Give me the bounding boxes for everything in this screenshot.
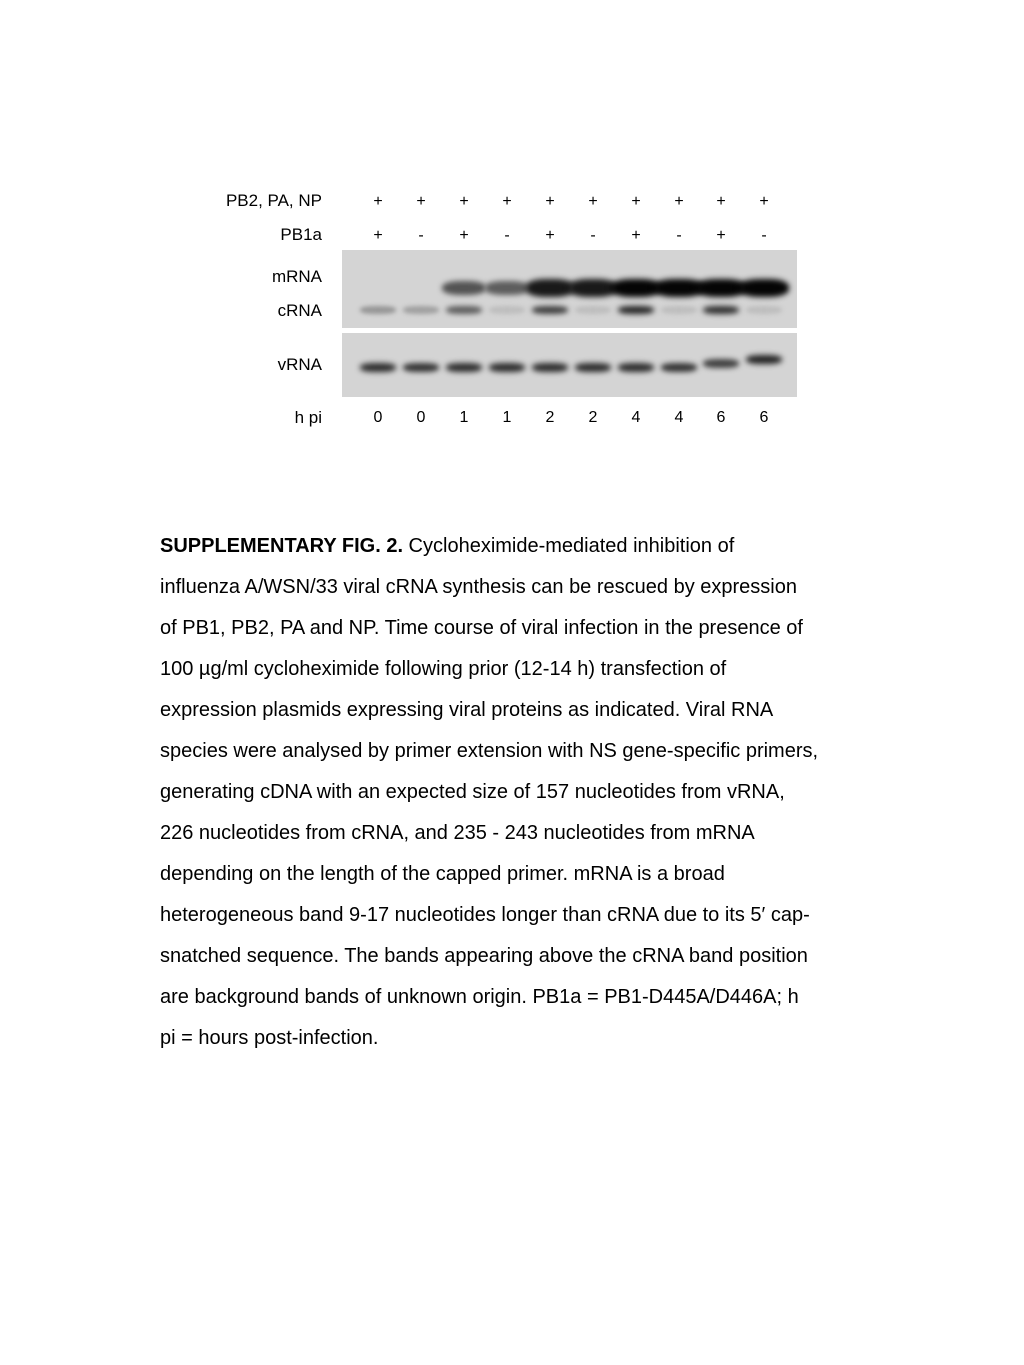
figure-caption [160, 526, 920, 1059]
row-label-hpi: h pi [294, 408, 322, 427]
mrna-band [442, 281, 486, 296]
caption-line: 226 nucleotides from cRNA, and 235 - 243 nucleotides from mRNA [160, 822, 755, 844]
gel-figure [0, 0, 1024, 460]
pb2-pa-np-mark: + [502, 193, 512, 210]
vrna-band [618, 363, 654, 372]
caption-line: are background bands of unknown origin. PB1a = PB1-D445A/D446A; h [160, 986, 799, 1008]
hpi-mark: 0 [416, 409, 426, 426]
caption-line: heterogeneous band 9-17 nucleotides longer than cRNA due to its 5′ cap- [160, 904, 810, 926]
caption-line: 100 µg/ml cycloheximide following prior (12-14 h) transfection of [160, 658, 727, 680]
hpi-mark: 1 [459, 409, 469, 426]
crna-band [618, 306, 654, 314]
caption-line: of PB1, PB2, PA and NP. Time course of viral infection in the presence of [160, 617, 803, 639]
crna-band [575, 306, 611, 314]
pb1a-mark: - [418, 227, 424, 244]
caption-line: pi = hours post-infection. [160, 1027, 379, 1049]
vrna-band [446, 363, 482, 372]
pb2-pa-np-mark: + [759, 193, 769, 210]
pb2-pa-np-mark: + [674, 193, 684, 210]
crna-band [489, 306, 525, 314]
pb1a-mark: + [545, 227, 555, 244]
caption-line: generating cDNA with an expected size of 157 nucleotides from vRNA, [160, 781, 785, 803]
hpi-mark: 2 [545, 409, 555, 426]
caption-line [160, 526, 920, 567]
pb2-pa-np-mark: + [416, 193, 426, 210]
crna-band [446, 306, 482, 314]
mrna-band [485, 281, 529, 295]
vrna-band [403, 363, 439, 372]
caption-line: depending on the length of the capped primer. mRNA is a broad [160, 863, 725, 885]
pb1a-mark: - [676, 227, 682, 244]
mrna-band [739, 279, 789, 297]
hpi-mark: 4 [631, 409, 641, 426]
gel-panel-mrna-crna [342, 250, 797, 328]
pb2-pa-np-mark: + [545, 193, 555, 210]
crna-band [360, 306, 396, 314]
crna-band [403, 306, 439, 314]
caption-text: Cycloheximide-mediated inhibition of [403, 535, 735, 557]
caption-line: expression plasmids expressing viral proteins as indicated. Viral RNA [160, 699, 774, 721]
row-label-vrna: vRNA [277, 355, 322, 374]
pb2-pa-np-mark: + [588, 193, 598, 210]
vrna-band [746, 355, 782, 364]
pb1a-mark: + [373, 227, 383, 244]
pb2-pa-np-mark: + [373, 193, 383, 210]
caption-line: species were analysed by primer extension with NS gene-specific primers, [160, 740, 819, 762]
row-label-crna: cRNA [277, 301, 322, 320]
vrna-band [532, 363, 568, 372]
pb1a-mark: + [716, 227, 726, 244]
crna-band [703, 306, 739, 314]
gel-panel-vrna [342, 333, 797, 397]
hpi-mark: 0 [373, 409, 383, 426]
vrna-band [661, 363, 697, 372]
pb1a-mark: - [590, 227, 596, 244]
vrna-band [703, 359, 739, 368]
pb1a-mark: - [761, 227, 767, 244]
crna-band [661, 306, 697, 314]
mrna-band [526, 279, 575, 296]
vrna-band [575, 363, 611, 372]
caption-line: influenza A/WSN/33 viral cRNA synthesis can be rescued by expression [160, 576, 797, 598]
row-label-pb2-pa-np: PB2, PA, NP [225, 191, 322, 210]
hpi-mark: 6 [759, 409, 769, 426]
row-label-mrna: mRNA [271, 267, 322, 286]
row-label-pb1a: PB1a [280, 225, 322, 244]
hpi-mark: 2 [588, 409, 598, 426]
pb1a-mark: - [504, 227, 510, 244]
vrna-band [360, 363, 396, 372]
pb2-pa-np-mark: + [631, 193, 641, 210]
mrna-band [569, 279, 618, 296]
caption-line: snatched sequence. The bands appearing above the cRNA band position [160, 945, 808, 967]
pb2-pa-np-mark: + [459, 193, 469, 210]
vrna-band [489, 363, 525, 372]
hpi-mark: 1 [502, 409, 512, 426]
pb2-pa-np-mark: + [716, 193, 726, 210]
hpi-mark: 6 [716, 409, 726, 426]
pb1a-mark: + [631, 227, 641, 244]
pb1a-mark: + [459, 227, 469, 244]
crna-band [746, 306, 782, 314]
crna-band [532, 306, 568, 314]
hpi-mark: 4 [674, 409, 684, 426]
caption-lead: SUPPLEMENTARY FIG. 2. [160, 535, 403, 557]
